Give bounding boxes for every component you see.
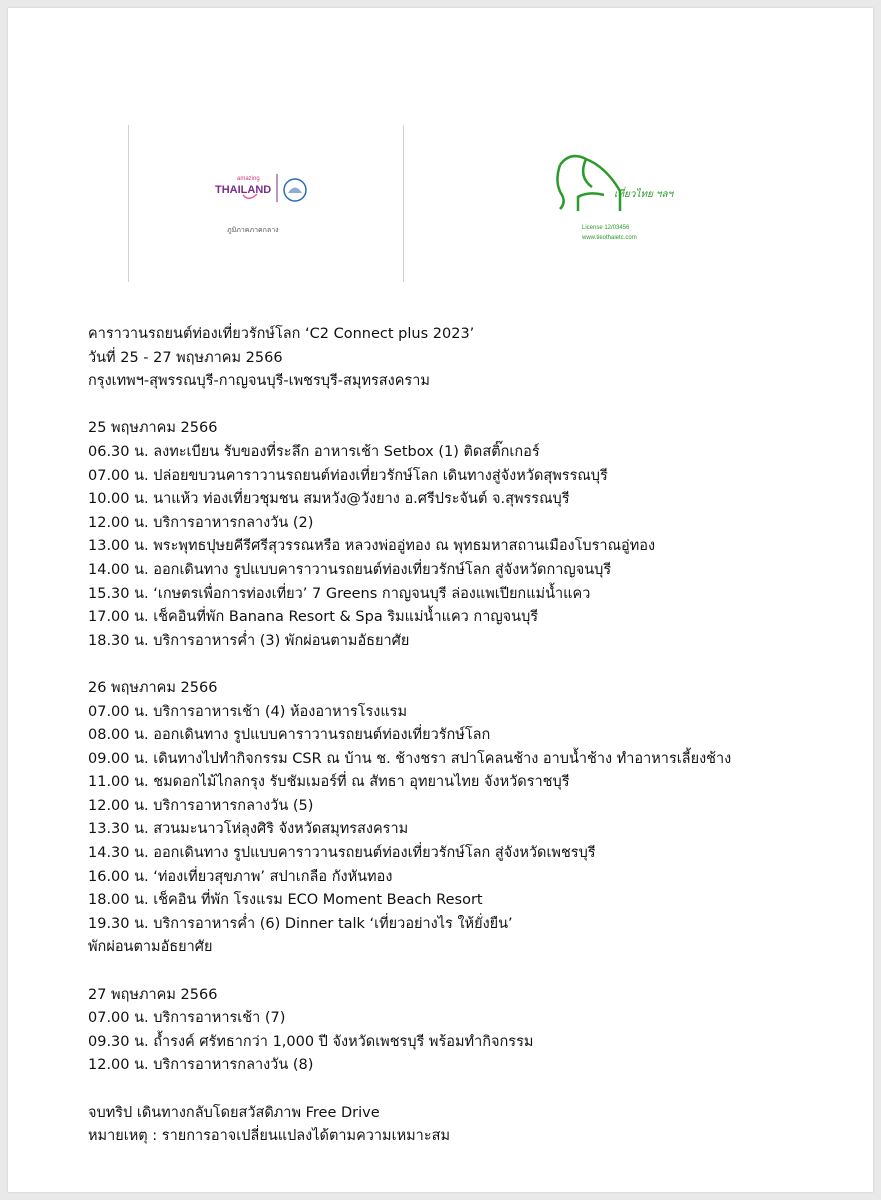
schedule-item: 12.00 น. บริการอาหารกลางวัน (8) bbox=[88, 1057, 314, 1074]
logo-subtitle: ภูมิภาคภาคกลาง bbox=[227, 227, 279, 234]
elephant-icon bbox=[557, 156, 620, 211]
logo-brand-text: เที่ยวไทย ฯลฯ bbox=[614, 189, 674, 200]
day-heading: 27 พฤษภาคม 2566 bbox=[88, 986, 218, 1003]
schedule-item: 09.30 น. ถ้ำรงค์ ศรัทธากว่า 1,000 ปี จังหวัดเพชรบุรี พร้อมทำกิจกรรม bbox=[88, 1033, 534, 1050]
schedule-item: 16.00 น. ‘ท่องเที่ยวสุขภาพ’ สปาเกลือ กังหันทอง bbox=[88, 868, 393, 885]
elephant-logo bbox=[548, 151, 698, 251]
schedule-item: 08.00 น. ออกเดินทาง รูปแบบคาราวานรถยนต์ท่องเที่ยวรักษ์โลก bbox=[88, 727, 491, 744]
logo-license: License 12/03456 bbox=[582, 225, 630, 231]
schedule-item: 13.30 น. สวนมะนาวโห่ลุงศิริ จังหวัดสมุทรสงคราม bbox=[88, 821, 409, 838]
schedule-item: 12.00 น. บริการอาหารกลางวัน (2) bbox=[88, 514, 314, 531]
schedule-item: 07.00 น. บริการอาหารเช้า (4) ห้องอาหารโรงแรม bbox=[88, 703, 408, 720]
schedule-item: 18.30 น. บริการอาหารค่ำ (3) พักผ่อนตามอัธยาศัย bbox=[88, 632, 410, 649]
schedule-item: 15.30 น. ‘เกษตรเพื่อการท่องเที่ยว’ 7 Greens กาญจนบุรี ล่องแพเปียกแม่น้ำแคว bbox=[88, 585, 591, 602]
schedule-item: 09.00 น. เดินทางไปทำกิจกรรม CSR ณ บ้าน ช. ช้างชรา สปาโคลนช้าง อาบน้ำช้าง ทำอาหารเลี้ยงช้าง bbox=[88, 750, 732, 767]
schedule-item: 14.00 น. ออกเดินทาง รูปแบบคาราวานรถยนต์ท่องเที่ยวรักษ์โลก สู่จังหวัดกาญจนบุรี bbox=[88, 561, 612, 578]
logo-website: www.tieothaietc.com bbox=[582, 235, 637, 241]
schedule-item: 10.00 น. นาแห้ว ท่องเที่ยวชุมชน สมหวัง@วังยาง อ.ศรีประจันต์ จ.สุพรรณบุรี bbox=[88, 491, 570, 508]
schedule-item: 19.30 น. บริการอาหารค่ำ (6) Dinner talk ‘เที่ยวอย่างไร ให้ยั่งยืน’ bbox=[88, 915, 513, 932]
schedule-item: 11.00 น. ชมดอกไม้ไกลกรุง รับชัมเมอร์ที่ ณ สัทธา อุทยานไทย จังหวัดราชบุรี bbox=[88, 774, 570, 791]
schedule-item: 13.00 น. พระพุทธปุษยคีรีศรีสุวรรณหรือ หลวงพ่ออู่ทอง ณ พุทธมหาสถานเมืองโบราณอู่ทอง bbox=[88, 538, 656, 555]
divider-left bbox=[128, 125, 129, 282]
schedule-item: พักผ่อนตามอัธยาศัย bbox=[88, 939, 213, 956]
day-heading: 25 พฤษภาคม 2566 bbox=[88, 420, 218, 437]
day-heading: 26 พฤษภาคม 2566 bbox=[88, 679, 218, 696]
schedule-item: 17.00 น. เช็คอินที่พัก Banana Resort & Spa ริมแม่น้ำแคว กาญจนบุรี bbox=[88, 609, 539, 626]
schedule-item: 14.30 น. ออกเดินทาง รูปแบบคาราวานรถยนต์ท่องเที่ยวรักษ์โลก สู่จังหวัดเพชรบุรี bbox=[88, 845, 596, 862]
schedule-item: 12.00 น. บริการอาหารกลางวัน (5) bbox=[88, 797, 314, 814]
logo-brand-main: THAILAND bbox=[215, 184, 272, 196]
schedule-item: 07.00 น. บริการอาหารเช้า (7) bbox=[88, 1010, 286, 1027]
itinerary-body bbox=[88, 323, 848, 1149]
itinerary-title: คาราวานรถยนต์ท่องเที่ยวรักษ์โลก ‘C2 Connect plus 2023’ bbox=[88, 326, 475, 342]
schedule-item: 06.30 น. ลงทะเบียน รับของที่ระลึก อาหารเช้า Setbox (1) ติดสติ๊กเกอร์ bbox=[88, 443, 540, 460]
trip-end-note: จบทริป เดินทางกลับโดยสวัสดิภาพ Free Drive bbox=[88, 1104, 380, 1121]
logo-brand-small: amazing bbox=[237, 176, 260, 182]
schedule-item: 07.00 น. ปล่อยขบวนคาราวานรถยนต์ท่องเที่ยวรักษ์โลก เดินทางสู่จังหวัดสุพรรณบุรี bbox=[88, 467, 608, 484]
schedule-item: 18.00 น. เช็คอิน ที่พัก โรงแรม ECO Moment Beach Resort bbox=[88, 892, 483, 909]
remark-note: หมายเหตุ : รายการอาจเปลี่ยนแปลงได้ตามความเหมาะสม bbox=[88, 1128, 451, 1145]
itinerary-route: กรุงเทพฯ-สุพรรณบุรี-กาญจนบุรี-เพชรบุรี-สมุทรสงคราม bbox=[88, 373, 430, 390]
divider-right bbox=[403, 125, 404, 282]
document-page bbox=[8, 8, 873, 1192]
amazing-thailand-logo bbox=[213, 168, 333, 248]
itinerary-dates: วันที่ 25 - 27 พฤษภาคม 2566 bbox=[88, 349, 283, 366]
